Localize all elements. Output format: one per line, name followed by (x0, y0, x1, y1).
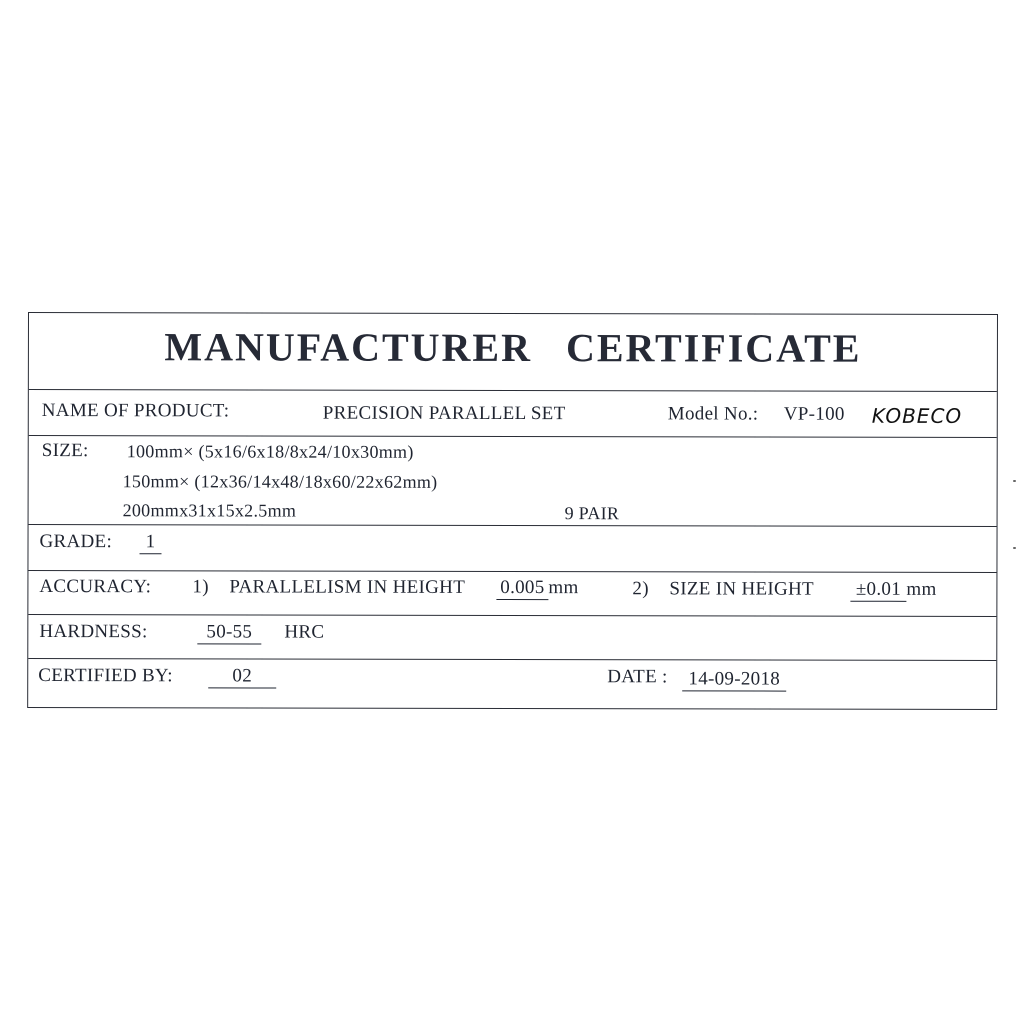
parallelism-value: 0.005 (496, 578, 548, 600)
hardness-label: HARDNESS: (39, 621, 148, 643)
hardness-row (28, 615, 996, 661)
accuracy-item1-number: 1) (192, 576, 209, 598)
certificate-title: MANUFACTURER CERTIFICATE (164, 324, 862, 371)
grade-row (28, 525, 996, 573)
hardness-value: 50-55 (197, 622, 261, 644)
title-row (29, 313, 997, 392)
model-number: VP-100 (783, 403, 845, 425)
certificate-table (27, 312, 998, 710)
hardness-unit: HRC (284, 621, 325, 643)
size-height-label: SIZE IN HEIGHT (669, 578, 815, 600)
size-line-150: 150mm× (12x36/14x48/18x60/22x62mm) (122, 471, 438, 492)
scan-speck (1013, 547, 1016, 549)
scan-speck (1013, 480, 1016, 482)
date-value: 14-09-2018 (682, 669, 786, 691)
model-label: Model No.: (667, 403, 759, 425)
size-line-200: 200mmx31x15x2.5mm (122, 500, 297, 521)
size-line-100: 100mm× (5x16/6x18/8x24/10x30mm) (126, 441, 414, 462)
parallelism-unit: mm (548, 577, 579, 599)
certified-label: CERTIFIED BY: (38, 665, 173, 687)
size-row (29, 436, 997, 527)
pair-count: 9 PAIR (564, 503, 620, 524)
parallelism-label: PARALLELISM IN HEIGHT (229, 576, 466, 598)
date-label: DATE : (607, 666, 668, 688)
certified-row (28, 659, 996, 709)
product-row (29, 390, 997, 438)
product-name: PRECISION PARALLEL SET (322, 402, 566, 425)
size-height-unit: mm (906, 578, 937, 600)
size-height-value: ±0.01 (850, 580, 906, 602)
size-label: SIZE: (41, 440, 89, 462)
accuracy-item2-number: 2) (632, 578, 649, 600)
grade-value: 1 (139, 532, 161, 554)
brand-name: KOBECO (871, 403, 963, 428)
accuracy-label: ACCURACY: (39, 576, 152, 598)
accuracy-row (28, 571, 996, 617)
grade-label: GRADE: (39, 531, 113, 553)
certified-value: 02 (208, 666, 276, 688)
product-label: NAME OF PRODUCT: (41, 400, 230, 422)
